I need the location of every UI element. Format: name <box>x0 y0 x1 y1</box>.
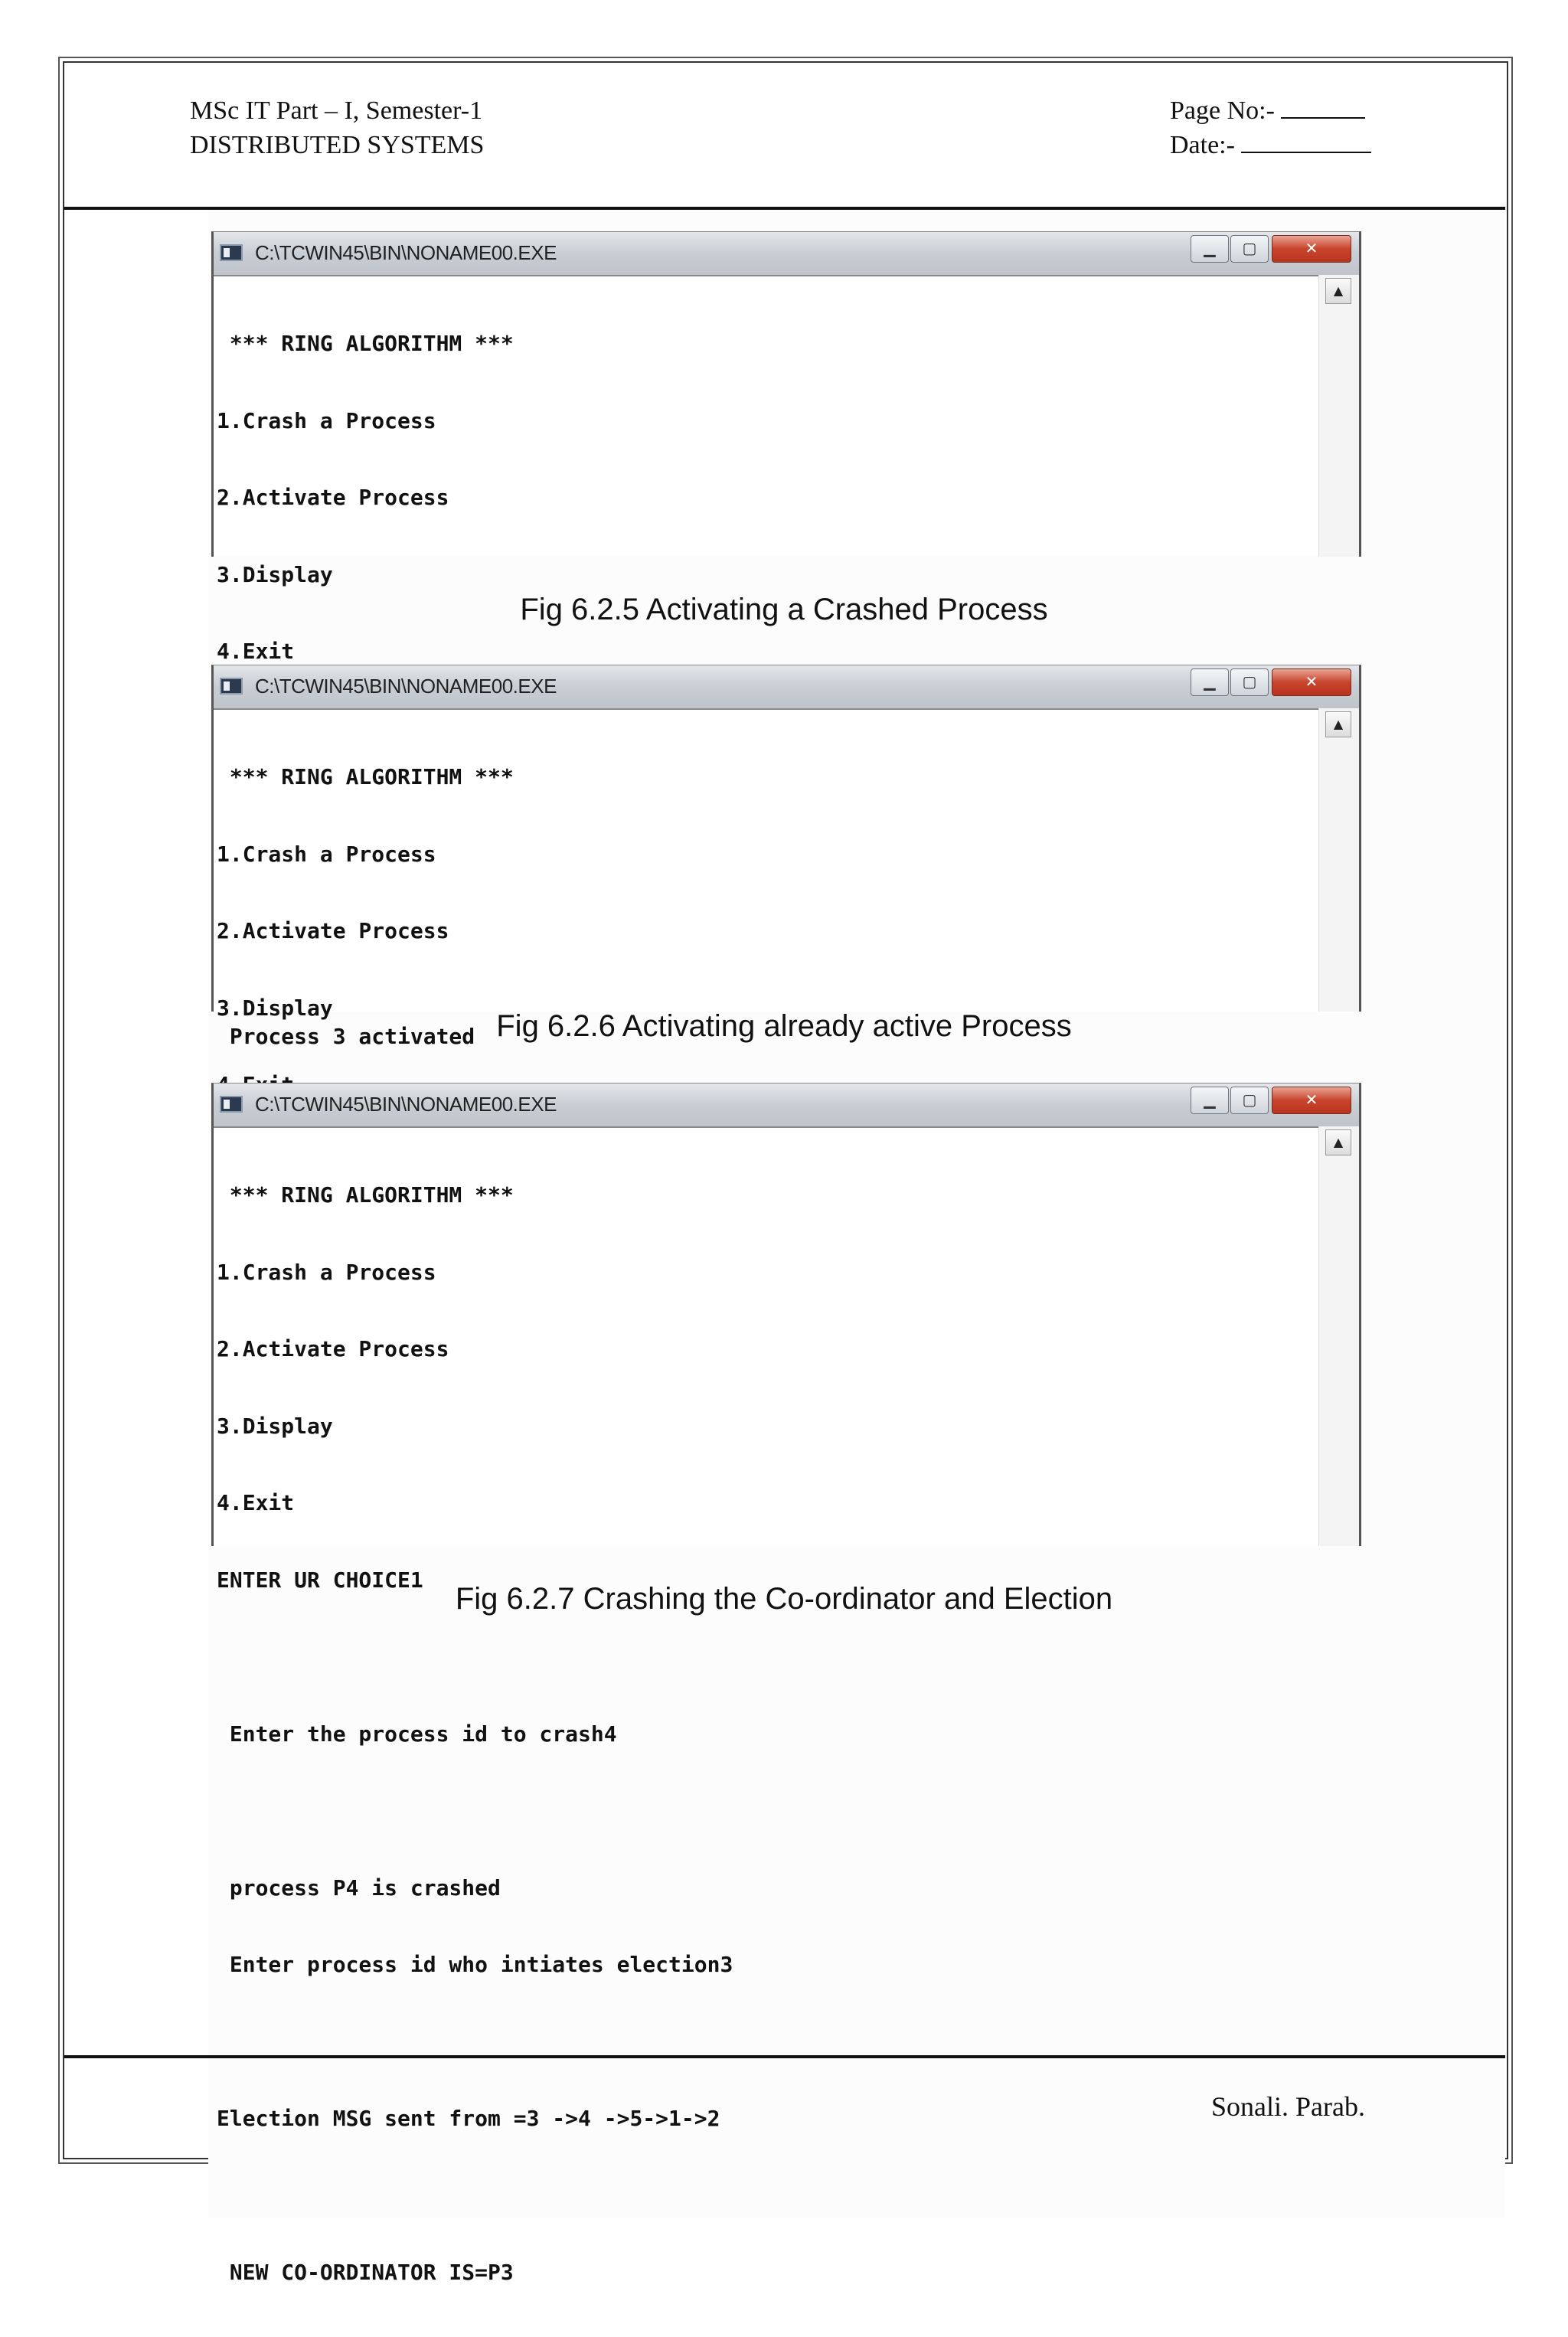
window-titlebar[interactable] <box>214 1084 1359 1128</box>
console-line: *** RING ALGORITHM *** <box>217 1182 514 1208</box>
console-line: 2.Activate Process <box>217 1336 449 1361</box>
close-button[interactable] <box>1272 1087 1351 1114</box>
vertical-scrollbar[interactable] <box>1318 1126 1359 1546</box>
console-line <box>217 2029 1313 2055</box>
maximize-icon: ▢ <box>1242 239 1257 257</box>
console-line: 1.Crash a Process <box>217 841 436 867</box>
page-no-field <box>1170 93 1371 128</box>
console-line: 3.Display <box>217 995 333 1021</box>
console-line: Election MSG sent from =3 ->4 ->5->1->2 <box>217 2106 720 2131</box>
scroll-up-arrow-icon[interactable]: ▲ <box>1325 278 1351 304</box>
minimize-button[interactable] <box>1191 1087 1229 1114</box>
window-title: C:\TCWIN45\BIN\NONAME00.EXE <box>255 241 557 264</box>
console-window-2 <box>211 665 1361 1021</box>
console-line: 3.Display <box>217 561 333 587</box>
course-title: MSc IT Part – I, Semester-1 <box>190 96 483 125</box>
console-app-icon <box>220 678 243 695</box>
console-output <box>214 1128 1359 2337</box>
header-divider <box>64 207 1505 210</box>
date-label: Date:- <box>1170 131 1235 159</box>
close-icon: ✕ <box>1305 1090 1318 1109</box>
console-line <box>217 2183 1313 2209</box>
scroll-up-arrow-icon[interactable]: ▲ <box>1325 711 1351 737</box>
console-line: Enter the process id to crash4 <box>217 1721 617 1747</box>
console-line: *** RING ALGORITHM *** <box>217 331 514 356</box>
maximize-button[interactable] <box>1230 1087 1269 1114</box>
close-button[interactable] <box>1272 235 1351 263</box>
window-title: C:\TCWIN45\BIN\NONAME00.EXE <box>255 1093 557 1116</box>
author-name: Sonali. Parab. <box>1211 2091 1365 2122</box>
window-titlebar[interactable] <box>214 232 1359 276</box>
console-line <box>217 1644 1313 1670</box>
console-line: 2.Activate Process <box>217 918 449 943</box>
console-line: *** RING ALGORITHM *** <box>217 764 514 789</box>
figure-caption-2: Fig 6.2.6 Activating already active Process <box>496 1009 1072 1043</box>
console-line: 1.Crash a Process <box>217 407 436 433</box>
maximize-icon: ▢ <box>1242 672 1257 691</box>
date-field <box>1170 128 1371 162</box>
close-icon: ✕ <box>1305 239 1318 257</box>
console-line: 4.Exit <box>217 639 295 664</box>
console-line: 3.Display <box>217 1413 333 1439</box>
page-no-blank <box>1281 94 1365 119</box>
minimize-icon: ▁ <box>1204 672 1216 691</box>
close-icon: ✕ <box>1305 672 1318 691</box>
figure-caption-1: Fig 6.2.5 Activating a Crashed Process <box>520 593 1048 626</box>
console-line: Process 3 activated <box>217 1023 475 1049</box>
console-line: NEW CO-ORDINATOR IS=P3 <box>217 2260 514 2285</box>
console-line: 2.Activate Process <box>217 485 449 510</box>
maximize-button[interactable] <box>1230 235 1269 263</box>
console-app-icon <box>220 1096 243 1113</box>
console-line: ENTER UR CHOICE1 <box>217 1567 423 1593</box>
page-no-label: Page No:- <box>1170 96 1275 125</box>
header-left <box>190 93 484 162</box>
close-button[interactable] <box>1272 668 1351 696</box>
minimize-icon: ▁ <box>1204 239 1216 257</box>
vertical-scrollbar[interactable] <box>1318 708 1359 1012</box>
console-line: 1.Crash a Process <box>217 1259 436 1285</box>
figure-caption-3: Fig 6.2.7 Crashing the Co-ordinator and Election <box>455 1582 1113 1616</box>
subject-title: DISTRIBUTED SYSTEMS <box>190 131 485 159</box>
scroll-up-arrow-icon[interactable]: ▲ <box>1325 1129 1351 1155</box>
minimize-button[interactable] <box>1191 668 1229 696</box>
window-title: C:\TCWIN45\BIN\NONAME00.EXE <box>255 675 557 698</box>
console-app-icon <box>220 244 243 261</box>
minimize-icon: ▁ <box>1204 1090 1216 1109</box>
maximize-icon: ▢ <box>1242 1090 1257 1109</box>
maximize-button[interactable] <box>1230 668 1269 696</box>
console-line: 4.Exit <box>217 1490 295 1515</box>
console-line: process P4 is crashed <box>217 1875 501 1901</box>
window-titlebar[interactable] <box>214 665 1359 710</box>
minimize-button[interactable] <box>1191 235 1229 263</box>
console-line <box>217 1798 1313 1824</box>
date-blank <box>1241 129 1371 153</box>
vertical-scrollbar[interactable] <box>1318 275 1359 557</box>
console-line: Enter process id who intiates election3 <box>217 1952 733 1977</box>
header-right <box>1170 93 1371 162</box>
